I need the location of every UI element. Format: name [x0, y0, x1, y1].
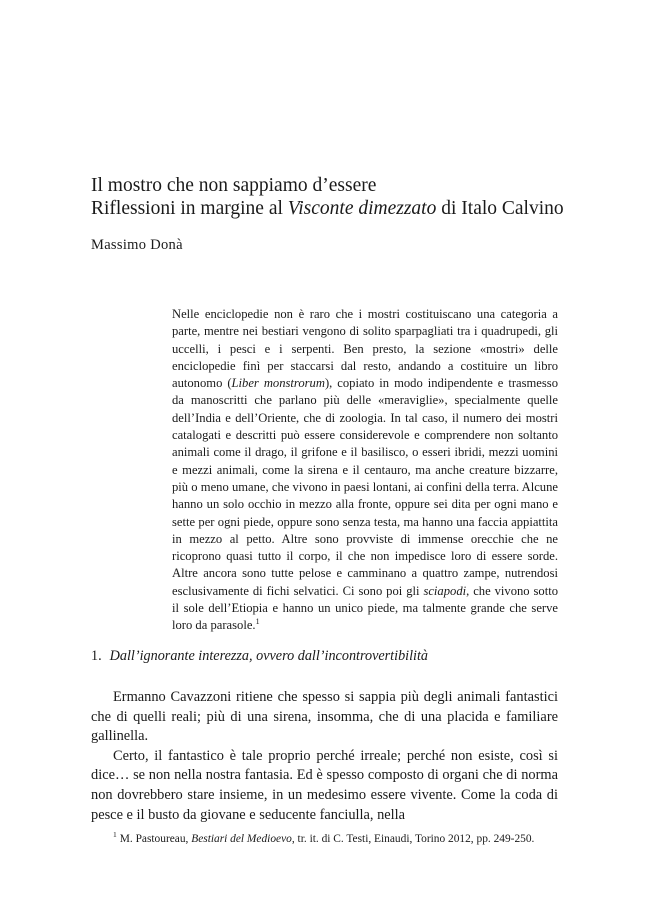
footnote-rest: , tr. it. di C. Testi, Einaudi, Torino 2012, pp. 249-250. — [291, 833, 535, 845]
epigraph-italic-1: Liber monstrorum — [231, 376, 325, 391]
epigraph-paragraph — [172, 306, 558, 635]
article-subtitle — [91, 197, 571, 220]
article-title-text: Il mostro che non sappiamo d’essere — [91, 175, 377, 196]
footnote-marker: 1 — [113, 830, 117, 840]
section-heading — [91, 647, 561, 665]
body-paragraph-1: Ermanno Cavazzoni ritiene che spesso si sappia più degli animali fantastici che di quelli reali; più di una sirena, insomma, che di una placida e familiare gallinella. — [91, 689, 558, 745]
body-text — [91, 688, 558, 825]
section-title: Dall’ignorante interezza, ovvero dall’incontrovertibilità — [109, 648, 429, 664]
epigraph-italic-2: sciapodi — [423, 583, 467, 598]
subtitle-italic-work: Visconte dimezzato — [287, 198, 437, 219]
section-number: 1. — [91, 648, 102, 664]
footnote-book-title: Bestiari del Medioevo — [191, 833, 292, 845]
subtitle-suffix: di Italo Calvino — [436, 198, 564, 219]
body-paragraph-2: Certo, il fantastico è tale proprio perché irreale; perché non esiste, così si dice… se non nella nostra fantasia. Ed è spesso composto di organi che di norma non dovrebbero stare insieme, in un medesimo essere vivente. Come la coda di pesce e il busto da giovane e seducente fanciulla, nella — [91, 747, 558, 823]
epigraph-text-1: Nelle enciclopedie non è raro che i mostri costituiscano una categoria a parte, mentre nei bestiari vengono di solito sparpagliati tra i quadrupedi, gli uccelli, i pesci e i serpenti. Ben presto, la sezione «mostri» delle enciclopedie finì per staccarsi dal resto, andando a costituire un libro autonomo ( — [172, 307, 558, 391]
epigraph-text-2: ), copiato in modo indipendente e trasmesso da manoscritti che parlano più delle «meraviglie», specialmente quelle dell’India e dell’Oriente, che di zoologia. In tal caso, il numero dei mostri catalogati e descritti può essere considerevole e comprendere non soltanto animali come il drago, il grifone e il basilisco, o esseri ibridi, mezzi uomini e mezzi animali, come la sirena e il centauro, ma anche creature bizzarre, più o meno umane, che vivono in paesi lontani, ai confini della terra. Alcune hanno un solo occhio in mezzo alla fronte, oppure sei dita per ogni mano e sette per ogni piede, oppure sono senza testa, ma hanno una faccia appiattita in mezzo al petto. Altre sono provviste di immense orecchie che ne ricoprono quasi tutto il corpo, il che non impedisce loro di essere sorde. Altre ancora sono tutte pelose e camminano a quattro zampe, nutrendosi esclusivamente di fichi selvatici. Ci sono poi gli — [172, 376, 558, 598]
footnote — [113, 832, 563, 847]
article-author: Massimo Donà — [91, 237, 183, 253]
epigraph-text-3: , che vivono sotto il sole dell’Etiopia e hanno un unico piede, ma talmente grande che serve loro da parasole. — [172, 583, 559, 633]
epigraph-quote — [172, 306, 558, 635]
subtitle-prefix: Riflessioni in margine al — [91, 198, 288, 219]
footnote-reference[interactable]: 1 — [255, 617, 260, 627]
article-title — [91, 174, 571, 197]
footnote-author: M. Pastoureau, — [119, 833, 192, 845]
